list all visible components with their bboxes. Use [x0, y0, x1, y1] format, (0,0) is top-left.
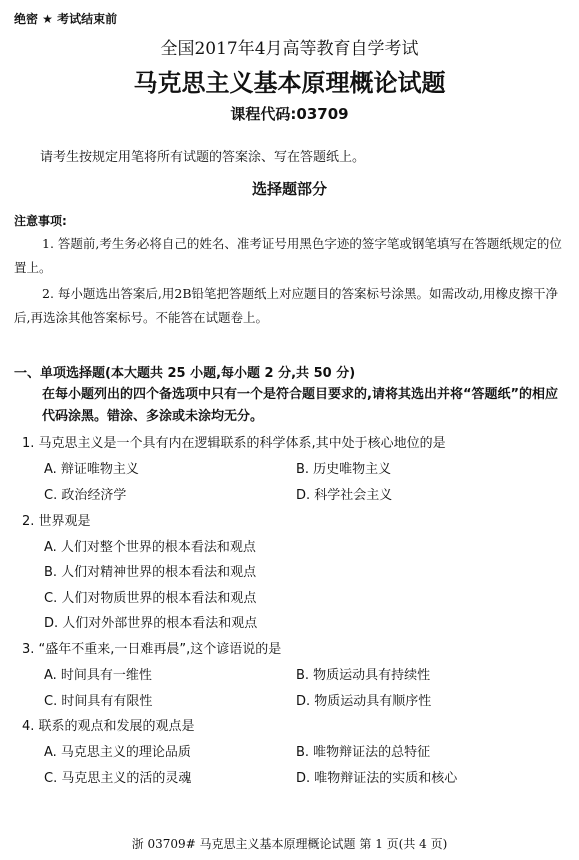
option: D. 唯物辩证法的实质和核心	[296, 771, 458, 786]
option: C. 人们对物质世界的根本看法和观点	[44, 591, 257, 606]
course-code: 课程代码:03709	[230, 105, 349, 123]
option: C. 时间具有有限性	[44, 694, 153, 709]
option: A. 马克思主义的理论品质	[44, 745, 191, 760]
notice-item: 2. 每小题选出答案后,用2B铅笔把答题纸上对应题目的答案标号涂黑。如需改动,用橡皮擦干净后,再选涂其他答案标号。不能答在试题卷上。	[14, 286, 558, 325]
section-title: 选择题部分	[251, 180, 327, 198]
question-stem: 4. 联系的观点和发展的观点是	[22, 719, 195, 734]
option: B. 人们对精神世界的根本看法和观点	[44, 565, 257, 580]
exam-line: 全国2017年4月高等教育自学考试	[160, 39, 419, 59]
question-stem: 3. “盛年不重来,一日难再晨”,这个谚语说的是	[22, 642, 282, 657]
notice-label: 注意事项:	[14, 214, 67, 228]
option: B. 历史唯物主义	[296, 462, 392, 477]
page-footer: 浙 03709# 马克思主义基本原理概论试题 第 1 页(共 4 页)	[131, 837, 448, 851]
instruction: 请考生按规定用笔将所有试题的答案涂、写在答题纸上。	[40, 150, 366, 165]
option: C. 马克思主义的活的灵魂	[44, 771, 192, 786]
option: B. 物质运动具有持续性	[296, 668, 431, 683]
notice-item: 1. 答题前,考生务必将自己的姓名、准考证号用黑色字迹的签字笔或钢笔填写在答题纸规定的位置上。	[14, 236, 562, 275]
page-title: 马克思主义基本原理概论试题	[133, 69, 446, 97]
option: B. 唯物辩证法的总特征	[296, 745, 431, 760]
option: A. 时间具有一维性	[44, 668, 152, 683]
option: D. 人们对外部世界的根本看法和观点	[44, 616, 258, 631]
question-stem: 1. 马克思主义是一个具有内在逻辑联系的科学体系,其中处于核心地位的是	[22, 436, 446, 451]
option: D. 物质运动具有顺序性	[296, 694, 432, 709]
part-heading: 一、单项选择题(本大题共 25 小题,每小题 2 分,共 50 分)	[14, 366, 356, 381]
option: C. 政治经济学	[44, 488, 127, 503]
question-stem: 2. 世界观是	[22, 514, 91, 529]
part-description: 在每小题列出的四个备选项中只有一个是符合题目要求的,请将其选出并将“答题纸”的相应代码涂黑。错涂、多涂或未涂均无分。	[42, 387, 559, 424]
option: A. 辩证唯物主义	[44, 462, 139, 477]
option: D. 科学社会主义	[296, 488, 393, 503]
secret-mark: 绝密 ★ 考试结束前	[14, 12, 118, 26]
option: A. 人们对整个世界的根本看法和观点	[44, 540, 256, 555]
